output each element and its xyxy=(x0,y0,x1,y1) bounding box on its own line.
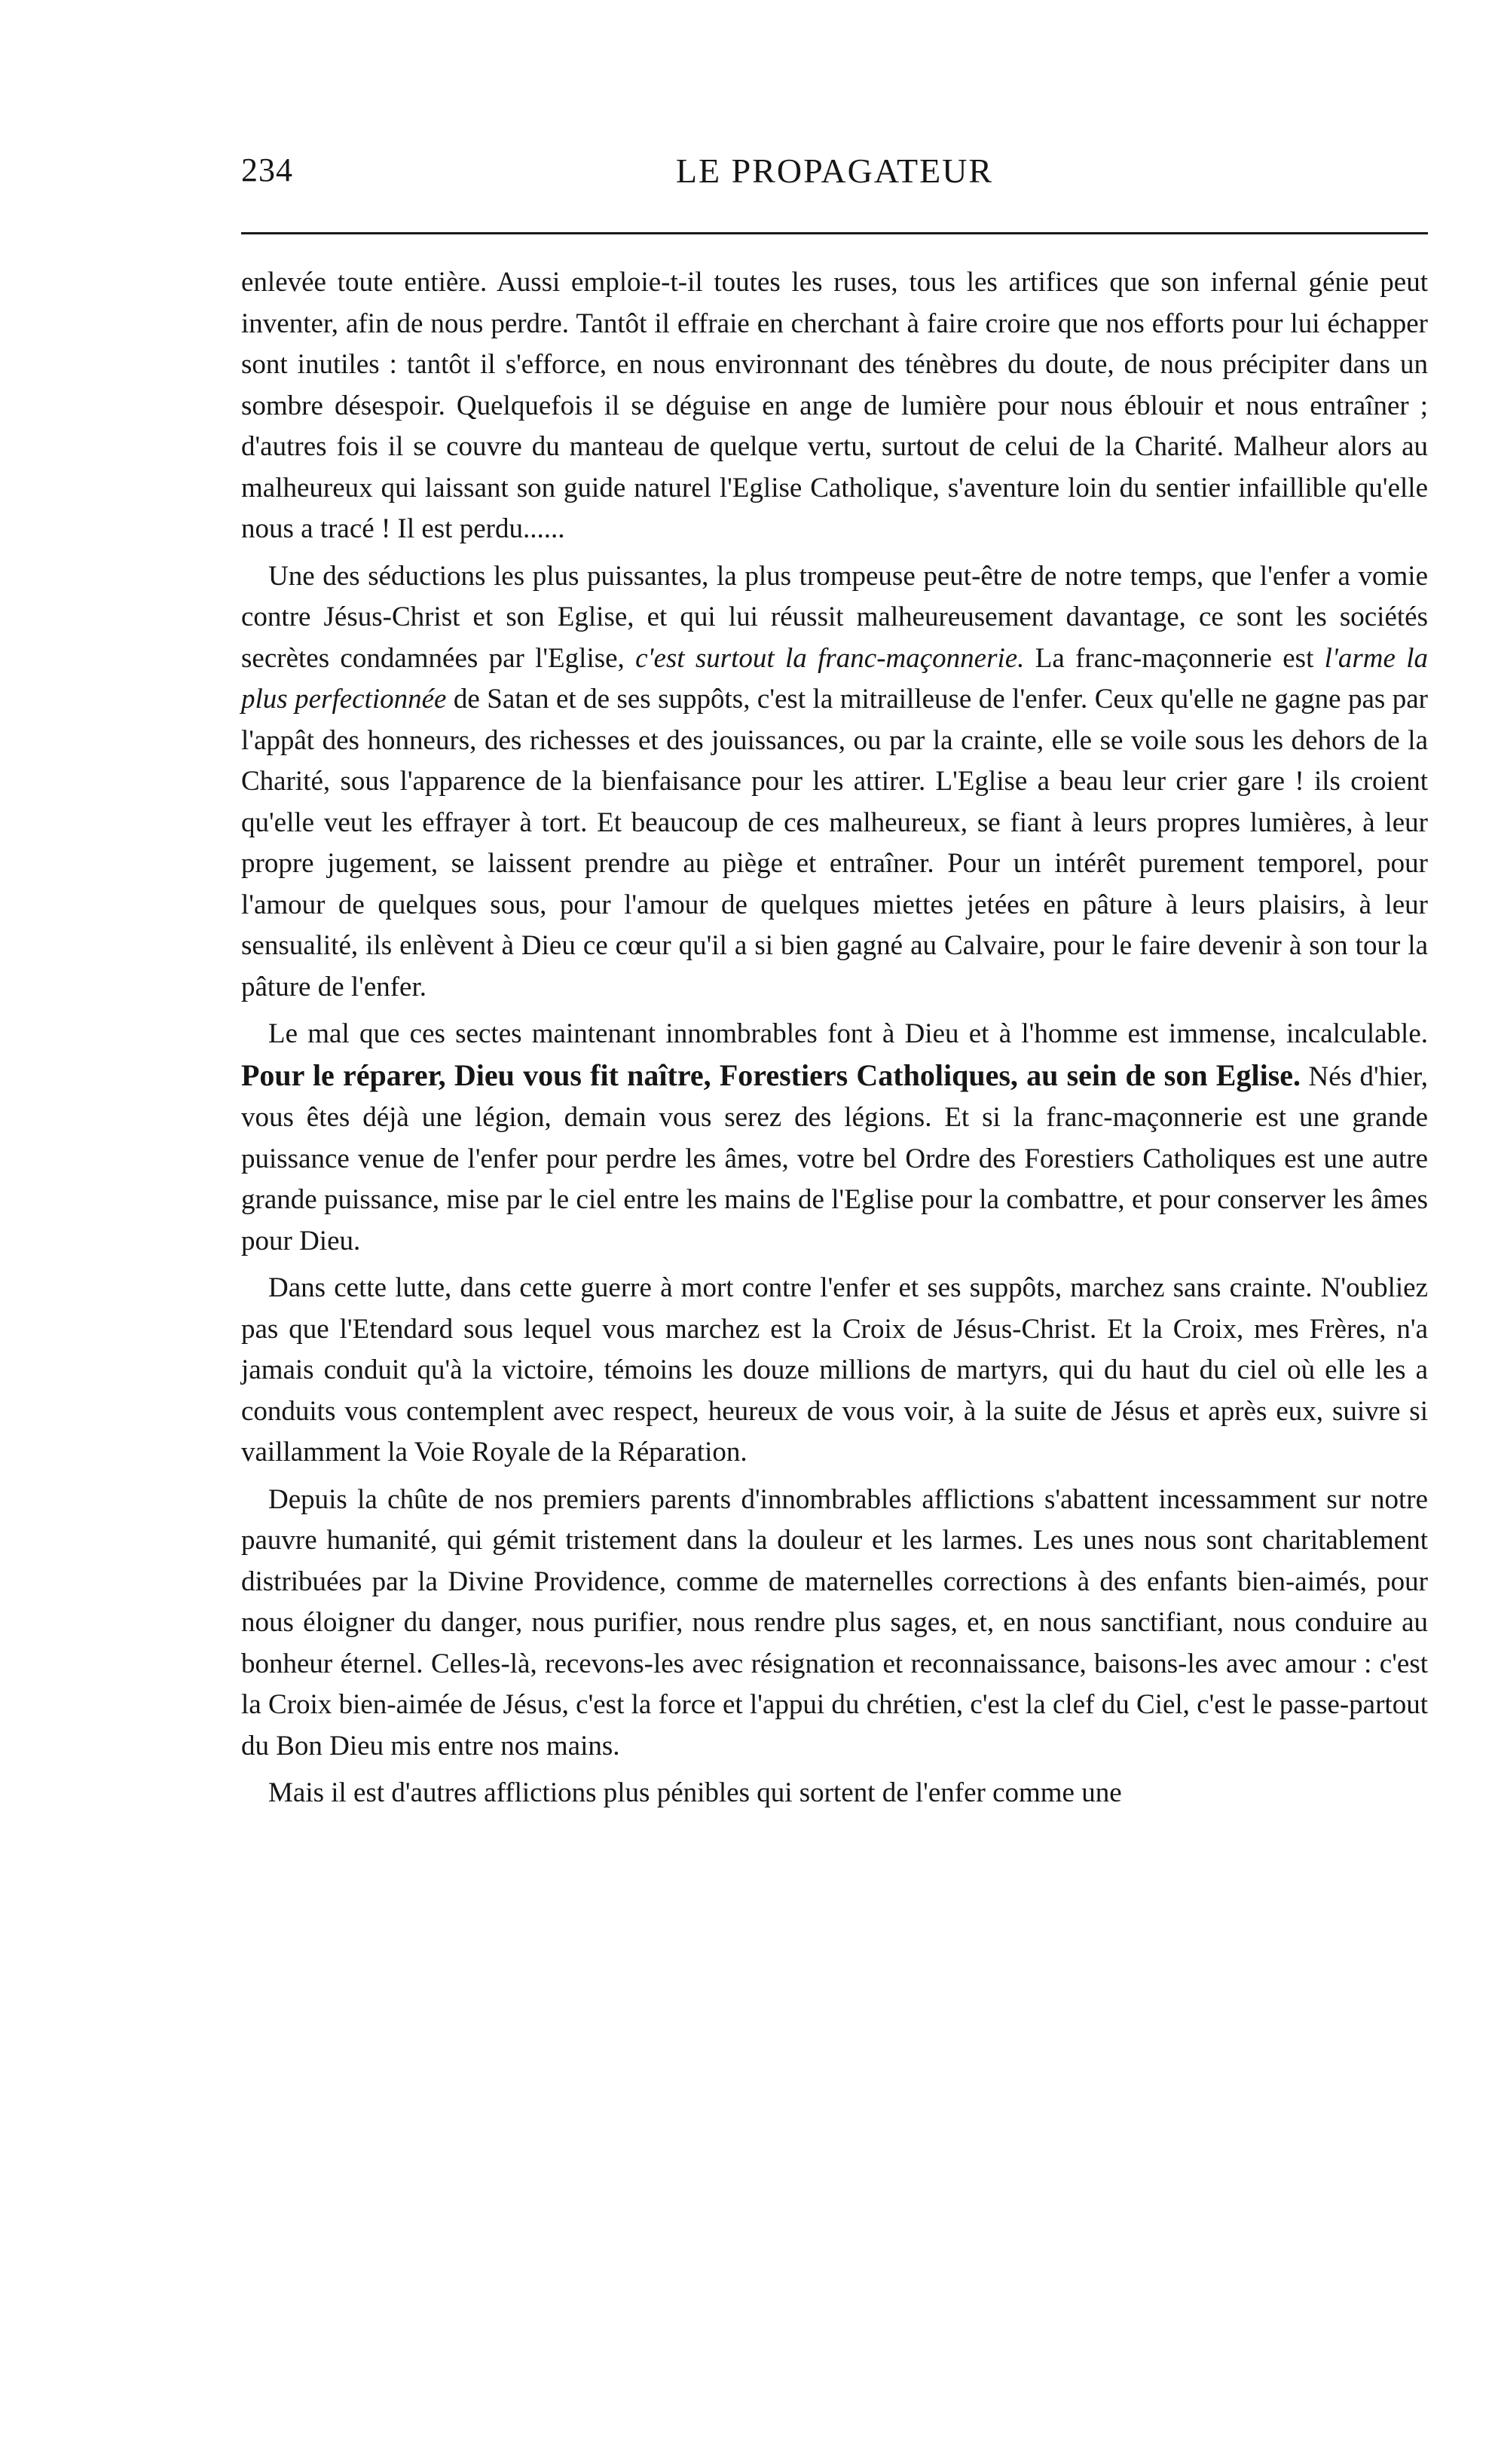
running-title: LE PROPAGATEUR xyxy=(675,152,994,190)
paragraph-1: enlevée toute entière. Aussi emploie-t-il toutes les ruses, tous les artifices que son infernal génie peut inventer, afin de nous perdre. Tantôt il effraie en cherchant à faire croire que nos efforts pour lui échapper sont inutiles : tantôt il s'efforce, en nous environnant des ténèbres du doute, de nous précipiter dans un sombre désespoir. Quelquefois il se déguise en ange de lumière pour nous éblouir et nous entraîner ; d'autres fois il se couvre du manteau de quelque vertu, surtout de celui de la Charité. Malheur alors au malheureux qui laissant son guide naturel l'Eglise Catholique, s'aventure loin du sentier infaillible qu'elle nous a tracé ! Il est perdu...... xyxy=(241,267,1428,544)
paragraph-5: Depuis la chûte de nos premiers parents d'innombrables afflictions s'abattent incessamment sur notre pauvre humanité, qui gémit tristement dans la douleur et les larmes. Les unes nous sont charitablement distribuées par la Divine Providence, comme de maternelles corrections à des enfants bien-aimés, pour nous éloigner du danger, nous purifier, nous rendre plus sages, et, en nous sanctifiant, nous conduire au bonheur éternel. Celles-là, recevons-les avec résignation et reconnaissance, baisons-les avec amour : c'est la Croix bien-aimée de Jésus, c'est la force et l'appui du chrétien, c'est la clef du Ciel, c'est le passe-partout du Bon Dieu mis entre nos mains. xyxy=(241,1483,1428,1762)
paragraph-3-text-a: Le mal que ces sectes maintenant innombrables font à Dieu et à l'homme est immense, incalculable. xyxy=(268,1018,1428,1049)
page-number: 234 xyxy=(241,152,293,188)
paragraph-2 xyxy=(241,556,1428,1009)
body-text xyxy=(241,262,1428,1820)
paragraph-3-text-b: Nés d'hier, vous êtes déjà une légion, demain vous serez des légions. Et si la franc-maçonnerie est une grande puissance venue de l'enfer pour perdre les âmes, votre bel Ordre des Forestiers Catholiques est une autre grande puissance, mise par le ciel entre les mains de l'Eglise pour la combattre, et pour conserver les âmes pour Dieu. xyxy=(241,1061,1428,1256)
paragraph-6: Mais il est d'autres afflictions plus pénibles qui sortent de l'enfer comme une xyxy=(268,1777,1122,1808)
paragraph-4: Dans cette lutte, dans cette guerre à mort contre l'enfer et ses suppôts, marchez sans crainte. N'oubliez pas que l'Etendard sous lequel vous marchez est la Croix de Jésus-Christ. Et la Croix, mes Frères, n'a jamais conduit qu'à la victoire, témoins les douze millions de martyrs, qui du haut du ciel où elle les a conduits vous contemplent avec respect, heureux de vous voir, à la suite de Jésus et après eux, suivre si vaillamment la Voie Royale de la Réparation. xyxy=(241,1272,1428,1468)
header-rule xyxy=(241,232,1428,234)
paragraph-2-text-a: Une des séductions les plus puissantes, la plus trompeuse peut-être de notre temps, que l'enfer a vomie contre Jésus-Christ et son Eglise, et qui lui réussit malheureusement davantage, ce sont les sociétés secrètes condamnées par l'Eglise, xyxy=(241,560,1428,674)
paragraph-2-text-b: La franc-maçonnerie est xyxy=(1024,642,1325,674)
paragraph-3-emphasis: Pour le réparer, Dieu vous fit naître, Forestiers Catholiques, au sein de son Eglise. xyxy=(241,1058,1301,1092)
paragraph-3 xyxy=(241,1014,1428,1262)
book-page xyxy=(241,136,1428,1808)
page-header xyxy=(241,136,1428,204)
paragraph-2-italic-b: l'arme la plus perfectionnée xyxy=(241,642,1428,715)
paragraph-2-text-c: de Satan et de ses suppôts, c'est la mitrailleuse de l'enfer. Ceux qu'elle ne gagne pas par l'appât des honneurs, des richesses et des jouissances, ou par la crainte, elle se voile sous les dehors de la Charité, sous l'apparence de la bienfaisance pour les attirer. L'Eglise a beau leur crier gare ! ils croient qu'elle veut les effrayer à tort. Et beaucoup de ces malheureux, se fiant à leurs propres lumières, à leur propre jugement, se laissent prendre au piège et entraîner. Pour un intérêt purement temporel, pour l'amour de quelques sous, pour l'amour de quelques miettes jetées en pâture à leurs plaisirs, à leur sensualité, ils enlèvent à Dieu ce cœur qu'il a si bien gagné au Calvaire, pour le faire devenir à son tour la pâture de l'enfer. xyxy=(241,684,1428,1002)
paragraph-2-italic-a: c'est surtout la franc-maçonnerie. xyxy=(635,642,1025,674)
